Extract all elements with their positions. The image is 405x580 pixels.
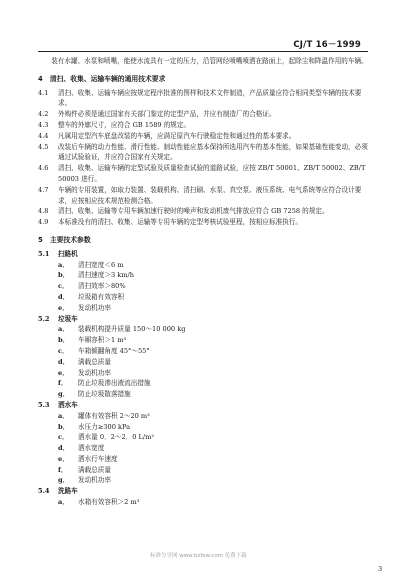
item-text: 满载总质量	[78, 357, 111, 366]
subsection-title: 洒水车	[58, 400, 78, 409]
parameter-item	[38, 335, 368, 346]
section-5-number: 5	[38, 235, 43, 244]
item-text: 装载机构提升质量 150～10 000 kg	[78, 325, 186, 334]
parameter-item	[38, 497, 368, 508]
clause-row	[38, 120, 368, 131]
clause-number: 4.3	[38, 120, 49, 129]
item-text: 发动机功率	[78, 368, 111, 377]
subsection-number: 5.4	[38, 487, 50, 496]
clause-text: 改装后车辆的动力性能、滑行性能、制动性能应基本保持所选用汽车的基本性能，如果基础性能变动，必须通过试验验证，并应符合国家有关规定。	[58, 142, 368, 162]
item-letter: b．	[58, 271, 70, 280]
clause-number: 4.2	[38, 110, 49, 119]
item-text: 垃圾箱有效容积	[78, 292, 125, 301]
item-text: 洒水行车速度	[78, 454, 118, 463]
item-text: 清扫效率＞80%	[78, 282, 126, 291]
item-letter: f．	[58, 379, 68, 388]
item-letter: c．	[58, 433, 69, 442]
parameter-item	[38, 357, 368, 368]
item-text: 发动机功率	[78, 303, 111, 312]
clause-text: 清扫、收集、运输车辆应按规定程序批准的图样和技术文件制造，产品质量应符合相同类型车辆的技术要求。	[58, 88, 362, 108]
clause-number: 4.1	[38, 88, 49, 97]
parameter-item	[38, 368, 368, 379]
item-text: 水压力≥300 kPa	[78, 422, 131, 431]
item-text: 清扫速度＞3 km/h	[78, 271, 134, 280]
subsection-title: 洗路车	[58, 487, 78, 496]
item-letter: d．	[58, 292, 70, 301]
item-letter: d．	[58, 357, 70, 366]
item-text: 清扫宽度＜6 m	[78, 260, 124, 269]
parameter-item	[38, 292, 368, 303]
clause-number: 4.4	[38, 131, 49, 140]
item-letter: f．	[58, 465, 68, 474]
item-letter: g．	[58, 476, 70, 485]
item-letter: e．	[58, 454, 69, 463]
clause-text: 清扫、收集、运输等专用车辆加速行驶时的噪声和发动机废气排放应符合 GB 7258 的规定。	[58, 207, 329, 216]
section-4-heading	[38, 74, 368, 85]
page-number: 3	[378, 565, 383, 573]
clause-row	[38, 88, 368, 110]
parameter-item	[38, 378, 368, 389]
item-letter: b．	[58, 336, 70, 345]
item-text: 防止垃圾散落措施	[78, 390, 131, 399]
subsection-heading	[38, 249, 368, 260]
item-letter: b．	[58, 422, 70, 431]
parameter-item	[38, 281, 368, 292]
item-letter: a．	[58, 325, 69, 334]
subsection-number: 5.3	[38, 400, 50, 409]
item-text: 发动机功率	[78, 476, 111, 485]
item-letter: a．	[58, 260, 69, 269]
section-4-title: 清扫、收集、运输车辆的通用技术要求	[49, 74, 166, 83]
parameter-item	[38, 454, 368, 465]
standard-code-header: CJ/T 16－1999	[293, 40, 361, 50]
clause-row	[38, 163, 368, 185]
clause-text: 外购件必须是通过国家有关部门鉴定的定型产品，并应有制造厂的合格证。	[58, 110, 276, 119]
parameter-item	[38, 432, 368, 443]
clause-row	[38, 142, 368, 164]
parameter-item	[38, 346, 368, 357]
clause-number: 4.7	[38, 185, 49, 194]
item-text: 罐体有效容积 2～20 m³	[78, 411, 150, 420]
parameter-item	[38, 260, 368, 271]
parameter-item	[38, 270, 368, 281]
item-letter: g．	[58, 390, 70, 399]
subsection-heading	[38, 314, 368, 325]
clause-row	[38, 109, 368, 120]
item-letter: e．	[58, 303, 69, 312]
clause-text: 车辆的专用装置，如取力装置、装载机构、清扫刷、水泵、真空泵、液压系统、电气系统等应符合设计要求，应按相应技术规范检测合格。	[58, 185, 362, 205]
clause-text: 清扫、收集、运输车辆的定型试验及质量检查试验的道路试验，应按 ZB/T 50001、ZB/T 50002、ZB/T 50003 进行。	[58, 164, 366, 183]
item-text: 防止垃圾渗出液流出措施	[78, 379, 151, 388]
clause-row	[38, 185, 368, 207]
subsection-heading	[38, 486, 368, 497]
section-5-subsections	[38, 249, 368, 508]
item-text: 满载总质量	[78, 465, 111, 474]
clause-text: 本标准没有的清扫、收集、运输等专用车辆的定型考核试验里程，按相应标准执行。	[58, 218, 302, 227]
item-letter: c．	[58, 346, 69, 355]
parameter-item	[38, 465, 368, 476]
clause-number: 4.8	[38, 207, 49, 216]
clause-row	[38, 217, 368, 228]
item-text: 洒水量 0．2～2．0 L/m²	[78, 433, 155, 442]
clause-number: 4.6	[38, 164, 49, 173]
clause-text: 整车的外廓尺寸，应符合 GB 1589 的规定。	[58, 120, 191, 129]
item-letter: e．	[58, 368, 69, 377]
item-text: 洒水宽度	[78, 444, 105, 453]
subsection-title: 扫路机	[58, 249, 78, 258]
item-text: 水箱有效容积＞2 m³	[78, 498, 140, 507]
subsection-heading	[38, 400, 368, 411]
clause-row	[38, 131, 368, 142]
subsection-number: 5.2	[38, 314, 50, 323]
item-text: 车箱倾翻角度 45°～55°	[78, 346, 150, 355]
item-text: 车厢容积＞1 m³	[78, 336, 127, 345]
watermark-text: 标准分享网 www.bzfxw.com 免费下载	[150, 553, 247, 559]
subsection-number: 5.1	[38, 249, 50, 258]
parameter-item	[38, 303, 368, 314]
parameter-item	[38, 443, 368, 454]
parameter-item	[38, 324, 368, 335]
item-letter: d．	[58, 444, 70, 453]
intro-paragraph: 装有水罐、水泵和喷嘴，能使水流具有一定的压力，沿管网经喷嘴喷洒在路面上，起除尘和降温作用的车辆。	[51, 57, 368, 65]
item-letter: a．	[58, 498, 69, 507]
parameter-item	[38, 389, 368, 400]
item-letter: a．	[58, 411, 69, 420]
document-body	[38, 56, 368, 508]
clause-text: 凡属用定型汽车底盘改装的车辆，应满足原汽车行驶稳定性和通过性的基本要求。	[58, 131, 296, 140]
section-4-clauses	[38, 88, 368, 228]
item-letter: c．	[58, 282, 69, 291]
parameter-item	[38, 422, 368, 433]
subsection-title: 垃圾车	[58, 314, 78, 323]
clause-number: 4.9	[38, 218, 49, 227]
section-5-title: 主要技术参数	[49, 235, 91, 244]
clause-number: 4.5	[38, 142, 49, 151]
clause-row	[38, 206, 368, 217]
section-5-heading	[38, 235, 368, 246]
header-rule	[38, 51, 368, 52]
parameter-item	[38, 475, 368, 486]
section-4-number: 4	[38, 74, 43, 83]
parameter-item	[38, 411, 368, 422]
